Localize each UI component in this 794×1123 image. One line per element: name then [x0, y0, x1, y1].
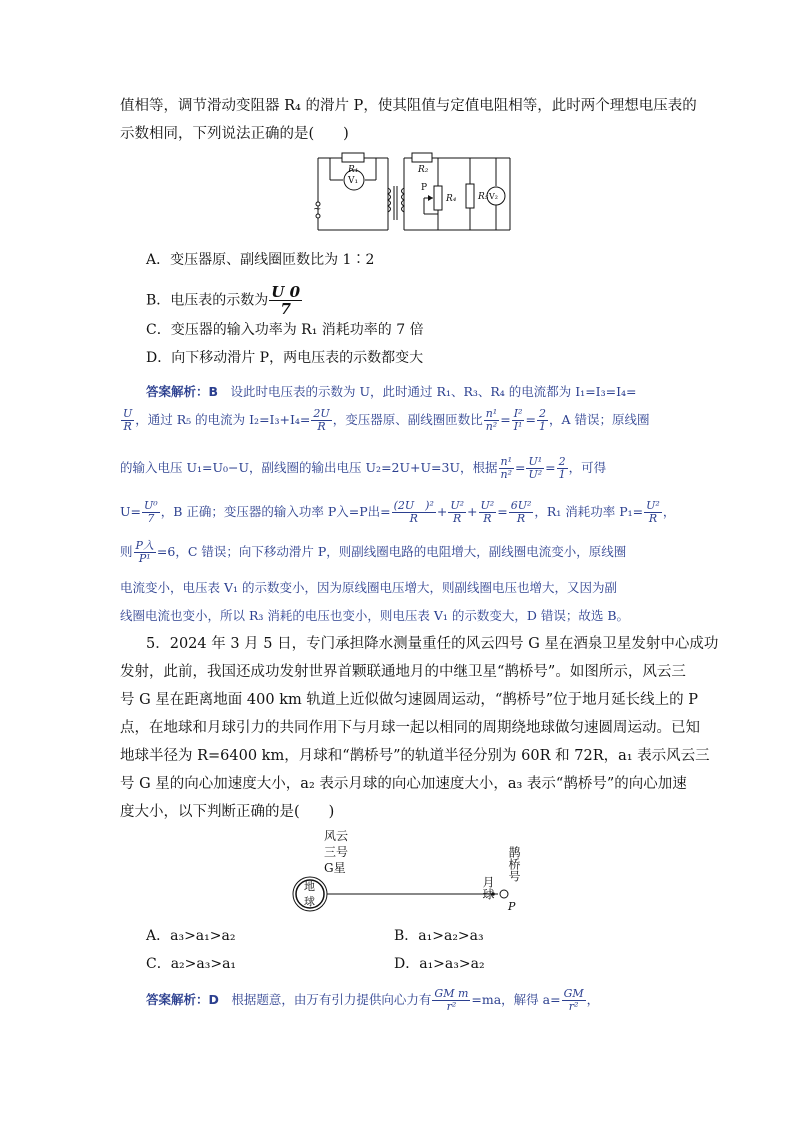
label-fengyun: 风云	[324, 829, 349, 843]
q4-answer-line3: 的输入电压 U₁=U₀−U，副线圈的输出电压 U₂=2U+U=3U，根据 $\frac{\text{n¹}}{\text{n²}}$ = $\frac{\text{U¹}}{\text{U²}}$ = $\frac{2}{1}$ ，可得	[120, 455, 607, 481]
p-point-circle	[500, 890, 508, 898]
q5-line6: 号 G 星的向心加速度大小，a₂ 表示月球的向心加速度大小，a₃ 表示“鹊桥号”的向心加速	[120, 776, 687, 792]
q4-option-b-frac: $\frac{U 0}{7}$	[271, 283, 301, 318]
q5-option-d: D．a₁>a₃>a₂	[394, 956, 485, 972]
q4-answer-line5: 则 $\frac{\text{P入}}{\text{P¹}}$ =6，C 错误；向下移动滑片 P，则副线圈电路的电阻增大，副线圈电流变小，原线圈	[120, 539, 627, 565]
q4-answer-tag: 答案解析：B	[146, 384, 219, 399]
q5-option-b: B．a₁>a₂>a₃	[394, 928, 484, 944]
label-r5: R₅	[478, 192, 489, 202]
label-earth-1: 地	[304, 880, 315, 893]
label-gxing: G星	[324, 861, 346, 875]
q5-answer-tag: 答案解析：D	[146, 992, 219, 1007]
label-r4: R₄	[446, 194, 457, 204]
q5-line2: 发射，此前，我国还成功发射世界首颗联通地月的中继卫星“鹊桥号”。如图所示，风云三	[120, 664, 686, 680]
label-p: P	[421, 183, 428, 193]
q4-option-b-prefix: B．电压表的示数为	[146, 292, 269, 309]
q4-option-a: A．变压器原、副线圈匝数比为 1∶2	[146, 252, 375, 268]
q4-stem-line1: 值相等，调节滑动变阻器 R₄ 的滑片 P，使其阻值与定值电阻相等，此时两个理想电压表的	[120, 98, 697, 114]
q5-option-a: A．a₃>a₁>a₂	[146, 928, 236, 944]
label-r2: R₂	[418, 165, 429, 175]
q5-line5: 地球半径为 R=6400 km，月球和“鹊桥号”的轨道半径分别为 60R 和 72R，a₁ 表示风云三	[120, 748, 710, 764]
q4-option-d: D．向下移动滑片 P，两电压表的示数都变大	[146, 350, 424, 366]
label-moon: 月球	[481, 876, 495, 900]
q4-answer-line1: 答案解析：B 设此时电压表的示数为 U，此时通过 R₁、R₃、R₄ 的电流都为 I₁=I₃=I₄=	[146, 384, 637, 399]
r4-resistor	[434, 186, 442, 210]
q4-answer-line7: 线圈电流也变小，所以 R₃ 消耗的电压也变小，则电压表 V₁ 的示数变大，D 错误；故选 B。	[120, 608, 630, 623]
q4-option-c: C．变压器的输入功率为 R₁ 消耗功率的 7 倍	[146, 322, 424, 338]
r5-resistor	[466, 184, 474, 208]
label-sanhao: 三号	[324, 845, 349, 859]
label-v2: V₂	[489, 192, 498, 201]
q4-answer-line6: 电流变小，电压表 V₁ 的示数变小，因为原线圈电压增大，则副线圈电压也增大，又因为副	[120, 580, 617, 595]
transformer-circuit-diagram	[300, 148, 520, 236]
q5-answer-line1: 答案解析：D 根据题意，由万有引力提供向心力有 $\frac{\text{GM m}}{\text{r²}}$ =ma，解得 a= $\frac{GM}{\text{r²}}$ ，	[146, 987, 600, 1013]
orbit-figure	[280, 826, 540, 922]
q5-option-c: C．a₂>a₃>a₁	[146, 956, 237, 972]
label-v1: V₁	[348, 176, 359, 186]
r2-resistor	[412, 153, 432, 162]
q5-line4: 点，在地球和月球引力的共同作用下与月球一起以相同的周期绕地球做匀速圆周运动。已知	[120, 720, 700, 736]
r1-resistor	[342, 153, 364, 162]
q4-option-b	[146, 284, 303, 317]
q5-line1: 5．2024 年 3 月 5 日，专门承担降水测量重任的风云四号 G 星在酒泉卫星发射中心成功	[146, 636, 719, 652]
q4-answer-line2: $\frac{U}{R}$ ，通过 R₅ 的电流为 I₂=I₃+I₄= $\frac{2U}{R}$ ，变压器原、副线圈匝数比 $\frac{\text{n¹}}{\text{n²}}$ = $\frac{\text{I²}}{\text{I¹}}$ = $\frac{2}{1}$ ，A 错误；原线圈	[123, 407, 650, 433]
label-p: P	[508, 900, 516, 913]
label-ac: ~	[313, 204, 322, 215]
label-r1: R₁	[348, 165, 359, 175]
q5-line7: 度大小，以下判断正确的是( )	[120, 804, 335, 820]
q4-answer-line4: U= $\frac{\text{U⁰}}{7}$ ，B 正确；变压器的输入功率 P入=P出= $\frac{\text{(2U )²}}{R}$ + $\frac{\text{U²}}{R}$ + $\frac{\text{U²}}{R}$ = $\frac{\text{6U²}}{R}$ ，R₁ 消耗功率 P₁= $\frac{\text{U²}}{R}$ ，	[120, 499, 676, 525]
label-queqiao: 鹊桥号	[507, 846, 521, 882]
label-earth-2: 球	[304, 895, 315, 908]
q4-stem-line2: 示数相同，下列说法正确的是( )	[120, 126, 349, 142]
q5-line3: 号 G 星在距离地面 400 km 轨道上近似做匀速圆周运动，“鹊桥号”位于地月延长线上的 P	[120, 692, 699, 708]
